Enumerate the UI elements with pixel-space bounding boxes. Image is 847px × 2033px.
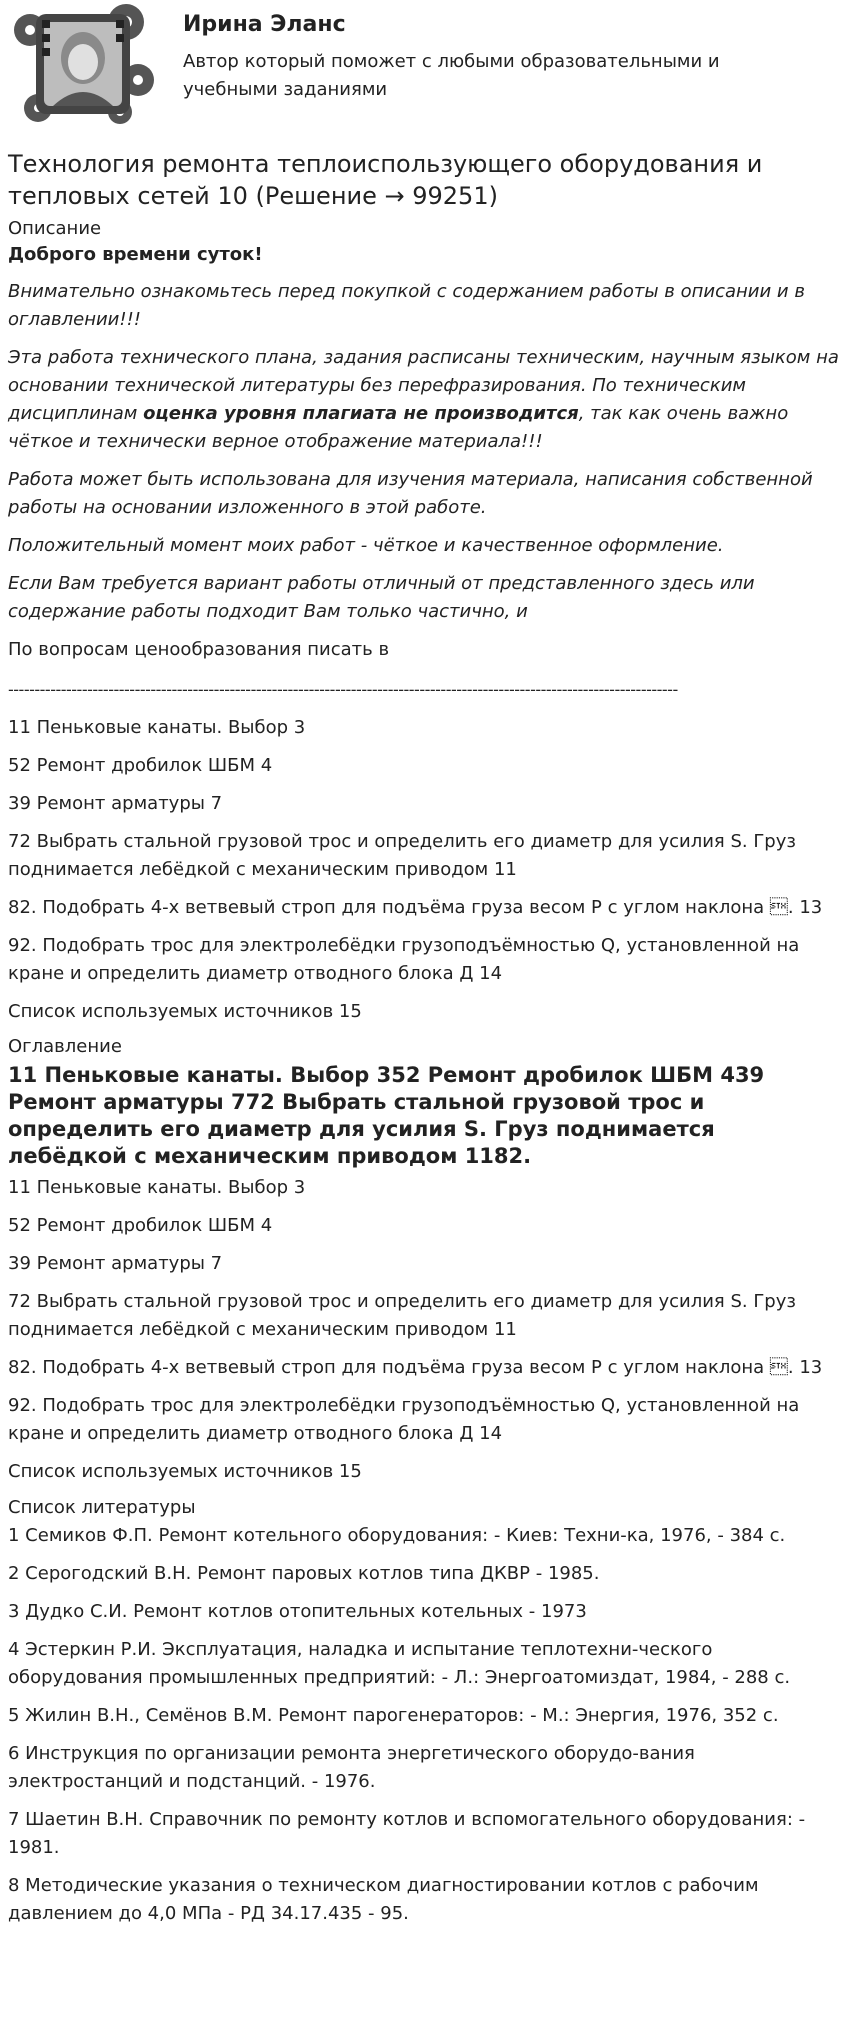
author-avatar[interactable] [8,0,158,130]
description-paragraph [8,344,840,456]
greeting: Доброго времени суток! [8,244,263,265]
divider: ------------------------------------------------------------------------------------------------------------------------------- [8,680,678,699]
toc-item: 11 Пеньковые канаты. Выбор 3 [8,1177,306,1198]
toc-item: Список используемых источников 15 [8,1461,362,1482]
toc-item: 52 Ремонт дробилок ШБМ 4 [8,1215,273,1236]
toc-heading: 11 Пеньковые канаты. Выбор 352 Ремонт дробилок ШБМ 439 Ремонт арматуры 772 Выбрать стальной грузовой трос и определить его диаметр для усилия S. Груз поднимается лебёдкой с механическим приводом 1182. [8,1063,765,1168]
description-paragraph: По вопросам ценообразования писать в [8,639,390,660]
list-item: 52 Ремонт дробилок ШБМ 4 [8,755,273,776]
paragraph-text: , так как очень важно чёткое и технически верное отображение материала!!! [8,403,789,452]
literature-item: 8 Методические указания о техническом диагностировании котлов с рабочим давлением до 4,0 МПа - РД 34.17.435 - 95. [8,1875,759,1924]
author-photo-icon [8,0,158,130]
toc-item: 92. Подобрать трос для электролебёдки грузоподъёмностью Q, установленной на кране и определить диаметр отводного блока Д 14 [8,1395,800,1444]
literature-item: 6 Инструкция по организации ремонта энергетического оборудо-вания электростанций и подстанций. - 1976. [8,1743,695,1792]
author-description: Автор который поможет с любыми образовательными и учебными заданиями [183,51,720,100]
literature-item: 5 Жилин В.Н., Семёнов В.М. Ремонт парогенераторов: - М.: Энергия, 1976, 352 с. [8,1705,779,1726]
toc-item: 82. Подобрать 4-х ветвевый строп для подъёма груза весом P с углом наклона . 13 [8,1357,823,1378]
list-item: 92. Подобрать трос для электролебёдки грузоподъёмностью Q, установленной на кране и определить диаметр отводного блока Д 14 [8,935,800,984]
list-item: 82. Подобрать 4-х ветвевый строп для подъёма груза весом P с углом наклона . 13 [8,897,823,918]
author-name[interactable]: Ирина Эланс [183,12,346,37]
author-card [8,0,839,138]
description-paragraph: Положительный момент моих работ - чёткое и качественное оформление. [8,535,724,556]
description-paragraph: Работа может быть использована для изучения материала, написания собственной работы на основании изложенного в этой работе. [8,469,813,518]
literature-item: 4 Эстеркин Р.И. Эксплуатация, наладка и испытание теплотехни-ческого оборудования промышленных предприятий: - Л.: Энергоатомиздат, 1984, - 288 с. [8,1639,791,1688]
literature-item: 2 Серогодский В.Н. Ремонт паровых котлов типа ДКВР - 1985. [8,1563,600,1584]
toc-label: Оглавление [8,1036,122,1057]
list-item: 11 Пеньковые канаты. Выбор 3 [8,717,306,738]
toc-item: 39 Ремонт арматуры 7 [8,1253,223,1274]
paragraph-text: Эта работа технического плана, задания расписаны техническим, научным языком на основании технической литературы без перефразирования. По техническим дисциплинам [8,347,839,424]
literature-item: 7 Шаетин В.Н. Справочник по ремонту котлов и вспомогательного оборудования: - 1981. [8,1809,806,1858]
description-label: Описание [8,218,102,239]
list-item: Список используемых источников 15 [8,1001,362,1022]
literature-label: Список литературы [8,1497,196,1518]
list-item: 39 Ремонт арматуры 7 [8,793,223,814]
literature-item: 3 Дудко С.И. Ремонт котлов отопительных котельных - 1973 [8,1601,587,1622]
document-title: Технология ремонта теплоиспользующего оборудования и тепловых сетей 10 (Решение → 99251) [8,150,763,210]
description-paragraph: Если Вам требуется вариант работы отличный от представленного здесь или содержание работы подходит Вам только частично, и [8,573,755,622]
description-paragraph: Внимательно ознакомьтесь перед покупкой с содержанием работы в описании и в оглавлении!!! [8,281,805,330]
toc-item: 72 Выбрать стальной грузовой трос и определить его диаметр для усилия S. Груз поднимается лебёдкой с механическим приводом 11 [8,1291,796,1340]
literature-item: 1 Семиков Ф.П. Ремонт котельного оборудования: - Киев: Техни-ка, 1976, - 384 с. [8,1525,786,1546]
paragraph-bold-text: оценка уровня плагиата не производится [143,403,579,424]
list-item: 72 Выбрать стальной грузовой трос и определить его диаметр для усилия S. Груз поднимается лебёдкой с механическим приводом 11 [8,831,796,880]
